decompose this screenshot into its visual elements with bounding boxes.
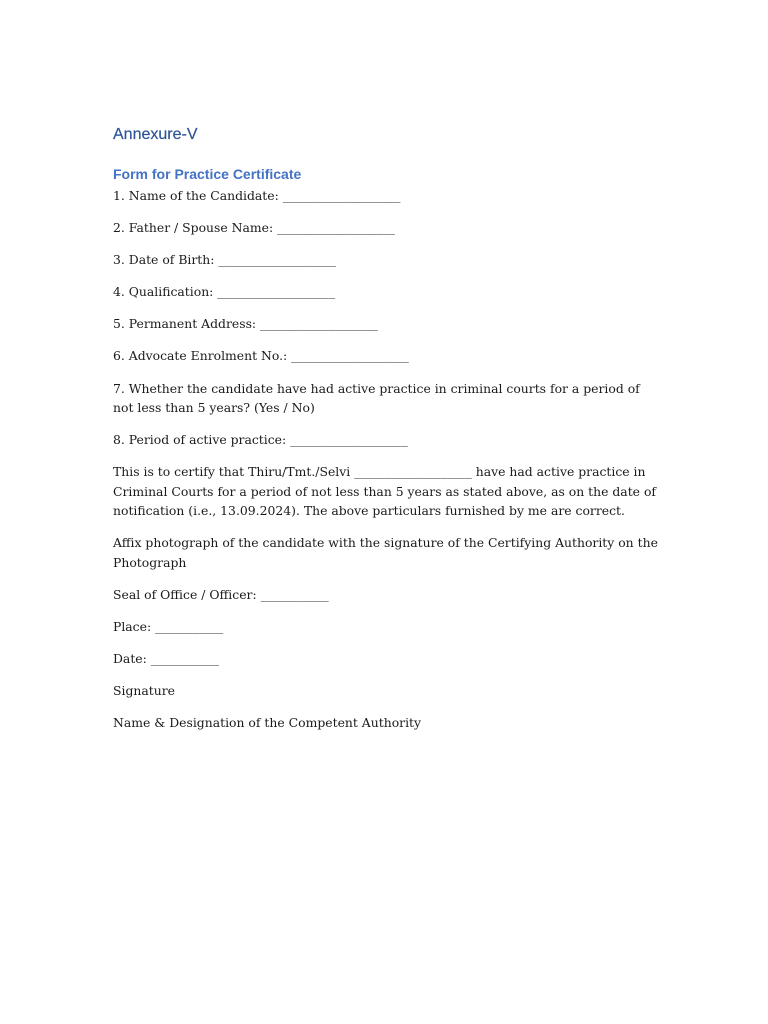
field-active-practice-question: 7. Whether the candidate have had active practice in criminal courts for a period of not less than 5 years? (Yes / No)	[113, 380, 640, 416]
form-heading: Form for Practice Certificate	[113, 166, 302, 182]
field-father-spouse-name: 2. Father / Spouse Name: ___________________	[113, 220, 395, 236]
field-date: Date: ___________	[113, 651, 219, 667]
signature-label: Signature	[113, 683, 175, 699]
field-date-of-birth: 3. Date of Birth: ___________________	[113, 252, 337, 268]
field-candidate-name: 1. Name of the Candidate: ___________________	[113, 188, 401, 203]
photograph-instruction: Affix photograph of the candidate with the signature of the Certifying Authority on the Photograph	[113, 535, 658, 570]
field-enrolment-number: 6. Advocate Enrolment No.: ___________________	[113, 348, 409, 364]
field-seal-of-office: Seal of Office / Officer: ___________	[113, 586, 329, 602]
field-place: Place: ___________	[113, 619, 224, 635]
field-qualification: 4. Qualification: ___________________	[113, 284, 336, 300]
field-permanent-address: 5. Permanent Address: ___________________	[113, 316, 378, 332]
authority-designation-label: Name & Designation of the Competent Authority	[113, 715, 422, 731]
certification-statement: This is to certify that Thiru/Tmt./Selvi ___________________ have had active practice in Criminal Courts for a period of not less than 5 years as stated above, as on the date of notification (i.e., 13.09.2024). The above particulars furnished by me are correct.	[113, 464, 656, 519]
field-period-of-practice: 8. Period of active practice: ___________________	[113, 432, 408, 448]
document-body	[113, 124, 658, 745]
document-title: Annexure-V	[113, 126, 198, 143]
